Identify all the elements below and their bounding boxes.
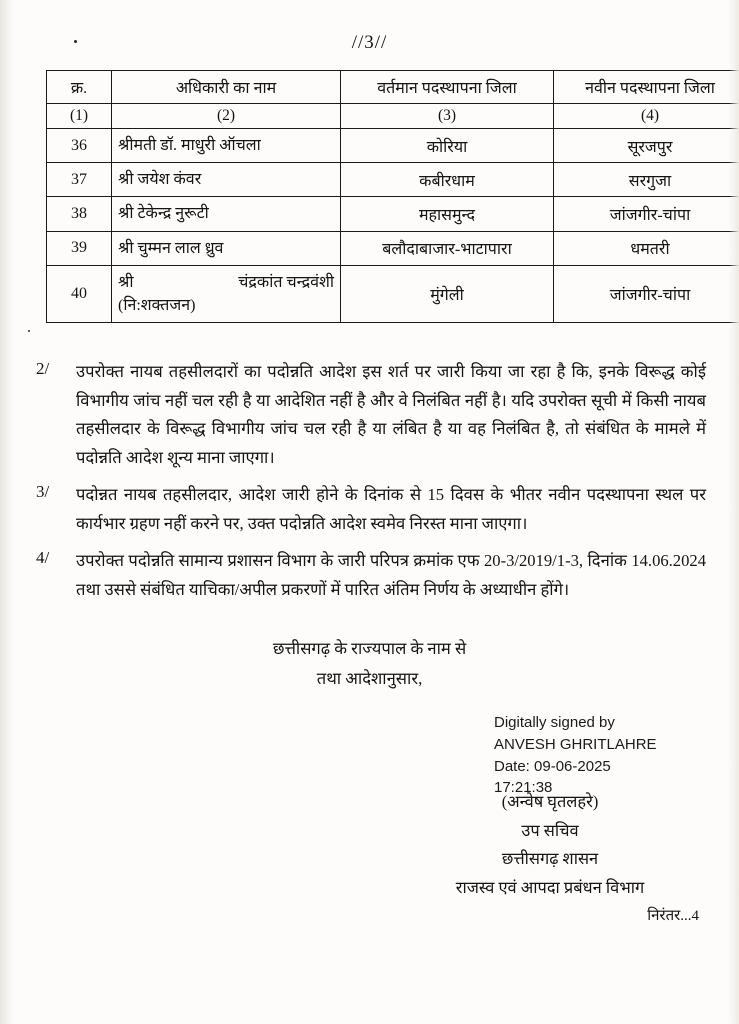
- row-officer-name-prefix: श्री: [118, 273, 134, 291]
- clause-text: उपरोक्त पदोन्नति सामान्य प्रशासन विभाग के जारी परिपत्र क्रमांक एफ 20-3/2019/1-3, दिनांक 14.06.2024 तथा उससे संबंधित याचिका/अपील प्रकरणों में पारित अंतिम निर्णय के अध्याधीन होंगे।: [76, 551, 706, 599]
- clause-number: 2/: [36, 359, 50, 378]
- row-serial: 39: [47, 231, 112, 265]
- table-row: [47, 231, 739, 265]
- clause-text: पदोन्नत नायब तहसीलदार, आदेश जारी होने के दिनांक से 15 दिवस के भीतर नवीन पदस्थापना स्थल पर कार्यभार ग्रहण नहीं करने पर, उक्त पदोन्नति आदेश स्वमेव निरस्त माना जाएगा।: [76, 485, 706, 533]
- table-row: [47, 265, 739, 322]
- clause-item: [36, 358, 706, 472]
- row-current-district: महासमुन्द: [341, 197, 554, 231]
- header-current-district: वर्तमान पदस्थापना जिला: [341, 71, 554, 104]
- digital-signature-block: [494, 712, 657, 799]
- authority-signoff-line2: तथा आदेशानुसार,: [316, 668, 423, 688]
- digital-signature-line1: Digitally signed by: [494, 714, 615, 731]
- clause-item: [36, 547, 706, 604]
- row-current-district: कोरिया: [341, 129, 554, 163]
- page-number: //3//: [351, 32, 388, 53]
- table-column-number-row: [47, 104, 739, 129]
- row-officer-name: [112, 265, 341, 322]
- row-officer-name-note: (नि:शक्तजन): [118, 296, 196, 314]
- officers-transfer-table: [46, 70, 739, 323]
- signatory-department: राजस्व एवं आपदा प्रबंधन विभाग: [455, 878, 645, 898]
- row-officer-name: श्री चुम्मन लाल ध्रुव: [112, 231, 341, 265]
- table-header-row: [47, 71, 739, 104]
- digital-signature-date: Date: 09-06-2025: [494, 757, 611, 775]
- signatory-designation: उप सचिव: [521, 820, 579, 840]
- row-officer-name: श्री टेकेन्द्र नुरूटी: [112, 197, 341, 231]
- row-officer-name: श्री जयेश कंवर: [112, 163, 341, 197]
- clause-text: उपरोक्त नायब तहसीलदारों का पदोन्नति आदेश इस शर्त पर जारी किया जा रहा है कि, इनके विरूद्ध कोई विभागीय जांच नहीं चल रही है या आदेशित नहीं है और वे निलंबित नहीं है। यदि उपरोक्त सूची में किसी नायब तहसीलदार के विरूद्ध विभागीय जांच चल रही है या लंबित है या वह निलंबित है, तो संबंधित के मामले में पदोन्नति आदेश शून्य माना जाएगा।: [76, 362, 706, 467]
- row-current-district: मुंगेली: [341, 265, 554, 322]
- row-serial: 37: [47, 163, 112, 197]
- colnum-4: (4): [554, 104, 739, 129]
- row-serial: 40: [47, 265, 112, 322]
- row-current-district: कबीरधाम: [341, 163, 554, 197]
- continuation-note: निरंतर...4: [647, 908, 699, 924]
- signatory-name: (अन्वेष घृतलहरे): [501, 792, 599, 811]
- table-row: [47, 197, 739, 231]
- header-new-district: नवीन पदस्थापना जिला: [554, 71, 739, 104]
- scan-speck: [28, 330, 30, 332]
- colnum-2: (2): [112, 104, 341, 129]
- row-officer-name: श्रीमती डॉ. माधुरी ऑचला: [112, 129, 341, 163]
- row-new-district: सूरजपुर: [554, 129, 739, 163]
- row-new-district: धमतरी: [554, 231, 739, 265]
- table-row: [47, 129, 739, 163]
- row-new-district: जांजगीर-चांपा: [554, 197, 739, 231]
- row-new-district: जांजगीर-चांपा: [554, 265, 739, 322]
- row-new-district: सरगुजा: [554, 163, 739, 197]
- header-officer-name: अधिकारी का नाम: [112, 71, 341, 104]
- authority-signoff-line1: छत्तीसगढ़ के राज्यपाल के नाम से: [272, 639, 467, 658]
- signatory-block: [390, 788, 710, 903]
- clause-number: 3/: [36, 482, 50, 502]
- table-body: [47, 129, 739, 323]
- clause-number: 4/: [36, 548, 50, 568]
- row-current-district: बलौदाबाजार-भाटापारा: [341, 231, 554, 265]
- table-row: [47, 163, 739, 197]
- row-serial: 38: [47, 197, 112, 231]
- digital-signature-time: 17:21:38: [494, 779, 553, 797]
- clause-item: [36, 481, 706, 538]
- row-serial: 36: [47, 129, 112, 163]
- signatory-government: छत्तीसगढ़ शासन: [501, 849, 599, 869]
- clause-list: [36, 358, 706, 613]
- table-header: [47, 71, 739, 129]
- colnum-3: (3): [341, 104, 554, 129]
- digital-signature-signer: ANVESH GHRITLAHRE: [494, 735, 657, 753]
- row-officer-name-line: [118, 271, 334, 294]
- authority-signoff: [0, 634, 739, 694]
- colnum-1: (1): [47, 104, 112, 129]
- header-serial: क्र.: [47, 71, 112, 104]
- row-officer-name-main: चंद्रकांत चन्द्रवंशी: [238, 273, 334, 291]
